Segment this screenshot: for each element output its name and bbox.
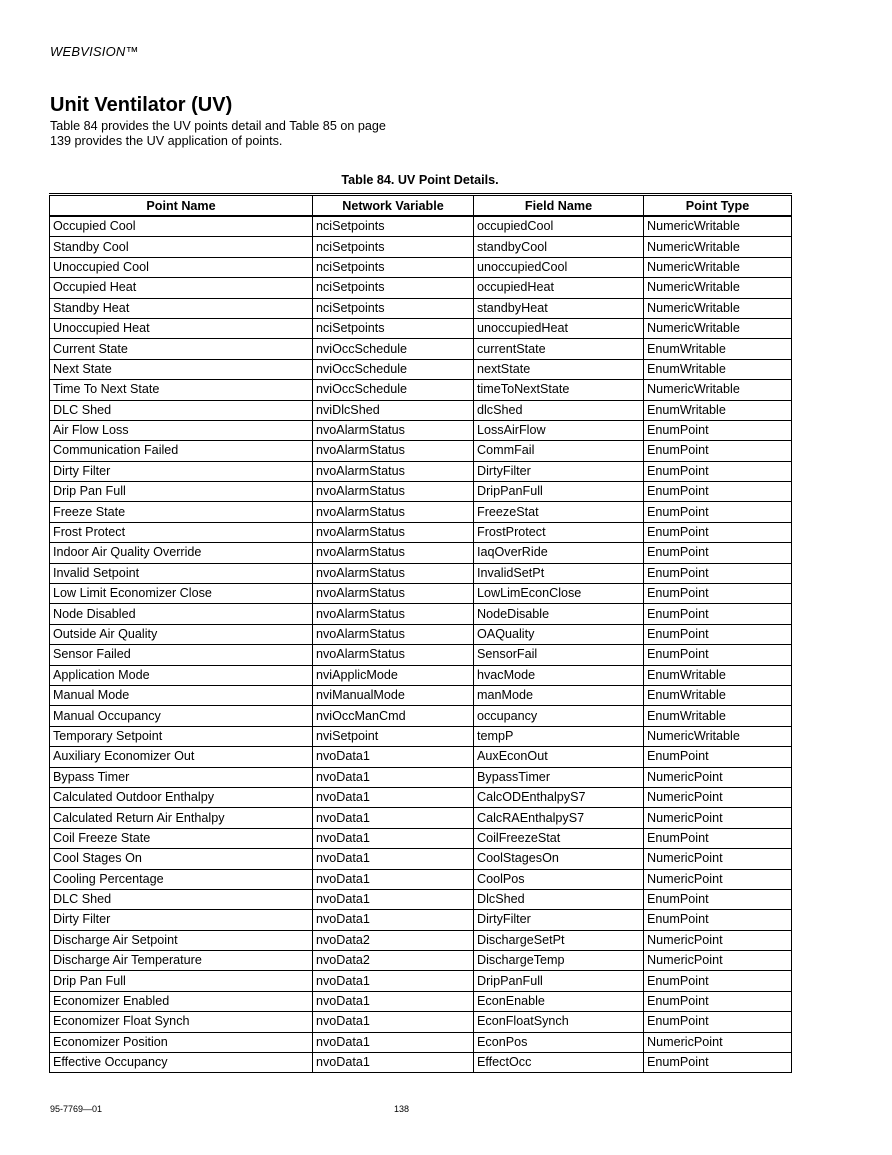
cell-network-variable: nviOccManCmd: [313, 706, 474, 726]
table-row: [50, 869, 792, 889]
cell-network-variable: nvoData1: [313, 889, 474, 909]
cell-network-variable: nvoData1: [313, 808, 474, 828]
table-row: [50, 747, 792, 767]
cell-field-name: CoolPos: [474, 869, 644, 889]
cell-network-variable: nvoData1: [313, 767, 474, 787]
cell-network-variable: nvoData1: [313, 787, 474, 807]
footer-page-number: 138: [394, 1104, 410, 1114]
table-row: [50, 1053, 792, 1073]
cell-point-type: NumericWritable: [644, 726, 792, 746]
cell-field-name: NodeDisable: [474, 604, 644, 624]
cell-point-name: Bypass Timer: [50, 767, 313, 787]
cell-field-name: IaqOverRide: [474, 543, 644, 563]
cell-network-variable: nvoAlarmStatus: [313, 461, 474, 481]
header-brand: WEBVISION™: [50, 44, 139, 59]
cell-point-name: Manual Occupancy: [50, 706, 313, 726]
cell-point-type: NumericPoint: [644, 869, 792, 889]
cell-point-type: NumericWritable: [644, 298, 792, 318]
cell-network-variable: nvoAlarmStatus: [313, 441, 474, 461]
cell-network-variable: nciSetpoints: [313, 216, 474, 237]
cell-point-type: EnumPoint: [644, 420, 792, 440]
cell-point-name: Unoccupied Heat: [50, 318, 313, 338]
cell-point-type: EnumPoint: [644, 461, 792, 481]
cell-field-name: CommFail: [474, 441, 644, 461]
cell-field-name: standbyHeat: [474, 298, 644, 318]
footer-doc-number: 95-7769—01: [50, 1104, 103, 1114]
cell-point-type: EnumPoint: [644, 971, 792, 991]
cell-point-name: Drip Pan Full: [50, 971, 313, 991]
cell-field-name: CoolStagesOn: [474, 849, 644, 869]
cell-field-name: DripPanFull: [474, 482, 644, 502]
cell-point-name: Occupied Cool: [50, 216, 313, 237]
table-row: [50, 359, 792, 379]
cell-point-name: DLC Shed: [50, 400, 313, 420]
table-row: [50, 665, 792, 685]
table-row: [50, 237, 792, 257]
cell-point-name: Economizer Float Synch: [50, 1012, 313, 1032]
cell-field-name: BypassTimer: [474, 767, 644, 787]
table-row: [50, 482, 792, 502]
column-header-network-variable: Network Variable: [313, 195, 474, 217]
cell-point-type: EnumPoint: [644, 584, 792, 604]
cell-field-name: tempP: [474, 726, 644, 746]
cell-point-type: EnumPoint: [644, 482, 792, 502]
cell-network-variable: nciSetpoints: [313, 237, 474, 257]
table-row: [50, 380, 792, 400]
cell-point-type: NumericPoint: [644, 849, 792, 869]
table-row: [50, 726, 792, 746]
cell-point-type: NumericPoint: [644, 930, 792, 950]
cell-network-variable: nvoAlarmStatus: [313, 604, 474, 624]
cell-point-name: Application Mode: [50, 665, 313, 685]
cell-point-type: NumericWritable: [644, 257, 792, 277]
cell-point-type: EnumPoint: [644, 522, 792, 542]
table-header: [50, 195, 792, 217]
cell-field-name: EconPos: [474, 1032, 644, 1052]
page-title: Unit Ventilator (UV): [50, 94, 233, 116]
cell-point-name: Discharge Air Temperature: [50, 951, 313, 971]
uv-point-details-table: [49, 193, 792, 1073]
cell-point-type: EnumPoint: [644, 502, 792, 522]
cell-point-name: Unoccupied Cool: [50, 257, 313, 277]
cell-network-variable: nviManualMode: [313, 685, 474, 705]
cell-field-name: manMode: [474, 685, 644, 705]
cell-point-name: Node Disabled: [50, 604, 313, 624]
cell-point-name: Standby Cool: [50, 237, 313, 257]
cell-network-variable: nviOccSchedule: [313, 339, 474, 359]
table-row: [50, 298, 792, 318]
cell-point-type: EnumPoint: [644, 543, 792, 563]
cell-point-name: Invalid Setpoint: [50, 563, 313, 583]
table-row: [50, 584, 792, 604]
cell-network-variable: nvoAlarmStatus: [313, 502, 474, 522]
cell-field-name: DripPanFull: [474, 971, 644, 991]
cell-network-variable: nvoAlarmStatus: [313, 522, 474, 542]
cell-point-name: Dirty Filter: [50, 461, 313, 481]
cell-point-name: Sensor Failed: [50, 645, 313, 665]
cell-field-name: InvalidSetPt: [474, 563, 644, 583]
table-row: [50, 257, 792, 277]
cell-network-variable: nvoAlarmStatus: [313, 584, 474, 604]
cell-point-name: Outside Air Quality: [50, 624, 313, 644]
table-row: [50, 339, 792, 359]
cell-point-name: Low Limit Economizer Close: [50, 584, 313, 604]
cell-point-name: Calculated Outdoor Enthalpy: [50, 787, 313, 807]
cell-network-variable: nvoData2: [313, 951, 474, 971]
cell-network-variable: nvoData1: [313, 910, 474, 930]
table-body: [50, 216, 792, 1073]
table-row: [50, 318, 792, 338]
cell-point-name: Cooling Percentage: [50, 869, 313, 889]
cell-network-variable: nvoAlarmStatus: [313, 563, 474, 583]
table-row: [50, 624, 792, 644]
cell-network-variable: nvoData1: [313, 1032, 474, 1052]
cell-network-variable: nvoData1: [313, 747, 474, 767]
cell-network-variable: nciSetpoints: [313, 318, 474, 338]
cell-field-name: DirtyFilter: [474, 910, 644, 930]
cell-field-name: DirtyFilter: [474, 461, 644, 481]
cell-field-name: AuxEconOut: [474, 747, 644, 767]
cell-point-type: EnumPoint: [644, 645, 792, 665]
cell-field-name: unoccupiedCool: [474, 257, 644, 277]
cell-field-name: LowLimEconClose: [474, 584, 644, 604]
cell-field-name: FreezeStat: [474, 502, 644, 522]
cell-network-variable: nciSetpoints: [313, 257, 474, 277]
cell-network-variable: nvoData1: [313, 1053, 474, 1073]
cell-field-name: DischargeSetPt: [474, 930, 644, 950]
cell-point-type: NumericWritable: [644, 278, 792, 298]
cell-point-name: Standby Heat: [50, 298, 313, 318]
cell-point-type: NumericPoint: [644, 787, 792, 807]
cell-point-type: EnumWritable: [644, 706, 792, 726]
cell-point-type: EnumWritable: [644, 685, 792, 705]
cell-field-name: CoilFreezeStat: [474, 828, 644, 848]
cell-network-variable: nvoAlarmStatus: [313, 482, 474, 502]
cell-point-type: EnumPoint: [644, 889, 792, 909]
table-row: [50, 1012, 792, 1032]
cell-point-type: EnumPoint: [644, 624, 792, 644]
cell-point-type: EnumPoint: [644, 910, 792, 930]
cell-point-name: Indoor Air Quality Override: [50, 543, 313, 563]
cell-field-name: DlcShed: [474, 889, 644, 909]
cell-field-name: currentState: [474, 339, 644, 359]
cell-point-name: Frost Protect: [50, 522, 313, 542]
cell-network-variable: nviOccSchedule: [313, 359, 474, 379]
table-row: [50, 787, 792, 807]
cell-point-name: Economizer Position: [50, 1032, 313, 1052]
table-row: [50, 767, 792, 787]
cell-field-name: unoccupiedHeat: [474, 318, 644, 338]
cell-point-type: EnumWritable: [644, 359, 792, 379]
cell-field-name: CalcRAEnthalpyS7: [474, 808, 644, 828]
table-row: [50, 706, 792, 726]
cell-field-name: timeToNextState: [474, 380, 644, 400]
cell-network-variable: nvoAlarmStatus: [313, 624, 474, 644]
cell-point-type: EnumPoint: [644, 563, 792, 583]
cell-point-type: EnumPoint: [644, 604, 792, 624]
cell-network-variable: nvoData2: [313, 930, 474, 950]
table-row: [50, 971, 792, 991]
table-row: [50, 889, 792, 909]
cell-field-name: EconEnable: [474, 991, 644, 1011]
cell-field-name: FrostProtect: [474, 522, 644, 542]
cell-point-type: NumericPoint: [644, 808, 792, 828]
table-row: [50, 910, 792, 930]
cell-network-variable: nvoData1: [313, 991, 474, 1011]
table-row: [50, 849, 792, 869]
table-caption: Table 84. UV Point Details.: [341, 173, 499, 187]
cell-network-variable: nciSetpoints: [313, 298, 474, 318]
cell-network-variable: nvoData1: [313, 869, 474, 889]
cell-point-type: NumericPoint: [644, 951, 792, 971]
cell-network-variable: nciSetpoints: [313, 278, 474, 298]
cell-field-name: LossAirFlow: [474, 420, 644, 440]
column-header-field-name: Field Name: [474, 195, 644, 217]
cell-point-type: EnumPoint: [644, 1053, 792, 1073]
table-row: [50, 502, 792, 522]
cell-point-type: NumericWritable: [644, 237, 792, 257]
cell-field-name: EffectOcc: [474, 1053, 644, 1073]
cell-network-variable: nviSetpoint: [313, 726, 474, 746]
cell-network-variable: nvoData1: [313, 971, 474, 991]
cell-point-type: EnumPoint: [644, 441, 792, 461]
table-header-row: [50, 195, 792, 217]
table-row: [50, 563, 792, 583]
cell-field-name: occupiedCool: [474, 216, 644, 237]
table-row: [50, 522, 792, 542]
cell-point-name: Air Flow Loss: [50, 420, 313, 440]
cell-point-type: EnumPoint: [644, 991, 792, 1011]
cell-point-name: Discharge Air Setpoint: [50, 930, 313, 950]
cell-field-name: hvacMode: [474, 665, 644, 685]
cell-point-type: NumericWritable: [644, 216, 792, 237]
cell-point-type: NumericPoint: [644, 767, 792, 787]
cell-field-name: nextState: [474, 359, 644, 379]
table-row: [50, 278, 792, 298]
cell-point-type: EnumPoint: [644, 747, 792, 767]
cell-network-variable: nvoAlarmStatus: [313, 645, 474, 665]
table-row: [50, 808, 792, 828]
cell-point-name: Drip Pan Full: [50, 482, 313, 502]
cell-network-variable: nvoData1: [313, 1012, 474, 1032]
cell-point-name: Temporary Setpoint: [50, 726, 313, 746]
cell-point-name: Economizer Enabled: [50, 991, 313, 1011]
cell-field-name: EconFloatSynch: [474, 1012, 644, 1032]
cell-network-variable: nvoData1: [313, 828, 474, 848]
cell-point-name: Communication Failed: [50, 441, 313, 461]
table-row: [50, 400, 792, 420]
cell-network-variable: nviDlcShed: [313, 400, 474, 420]
cell-point-name: Coil Freeze State: [50, 828, 313, 848]
cell-point-type: NumericPoint: [644, 1032, 792, 1052]
cell-point-type: EnumWritable: [644, 400, 792, 420]
cell-field-name: CalcODEnthalpyS7: [474, 787, 644, 807]
cell-point-type: NumericWritable: [644, 318, 792, 338]
table-row: [50, 543, 792, 563]
cell-point-name: Auxiliary Economizer Out: [50, 747, 313, 767]
cell-point-name: Dirty Filter: [50, 910, 313, 930]
column-header-point-type: Point Type: [644, 195, 792, 217]
intro-paragraph: Table 84 provides the UV points detail and Table 85 on page 139 provides the UV application of points.: [50, 119, 386, 148]
cell-network-variable: nvoAlarmStatus: [313, 543, 474, 563]
cell-point-type: NumericWritable: [644, 380, 792, 400]
table-row: [50, 991, 792, 1011]
cell-network-variable: nviOccSchedule: [313, 380, 474, 400]
table-row: [50, 1032, 792, 1052]
cell-field-name: dlcShed: [474, 400, 644, 420]
cell-point-name: Time To Next State: [50, 380, 313, 400]
table-row: [50, 828, 792, 848]
cell-point-name: Freeze State: [50, 502, 313, 522]
cell-network-variable: nvoData1: [313, 849, 474, 869]
cell-point-type: EnumWritable: [644, 665, 792, 685]
cell-point-type: EnumPoint: [644, 1012, 792, 1032]
cell-point-type: EnumWritable: [644, 339, 792, 359]
cell-point-name: Cool Stages On: [50, 849, 313, 869]
cell-point-name: Manual Mode: [50, 685, 313, 705]
table-row: [50, 930, 792, 950]
cell-point-type: EnumPoint: [644, 828, 792, 848]
table-row: [50, 461, 792, 481]
cell-field-name: occupancy: [474, 706, 644, 726]
table-row: [50, 604, 792, 624]
cell-field-name: DischargeTemp: [474, 951, 644, 971]
cell-point-name: Current State: [50, 339, 313, 359]
table-row: [50, 216, 792, 237]
cell-field-name: occupiedHeat: [474, 278, 644, 298]
table-row: [50, 645, 792, 665]
table-row: [50, 441, 792, 461]
table-row: [50, 685, 792, 705]
cell-field-name: SensorFail: [474, 645, 644, 665]
column-header-point-name: Point Name: [50, 195, 313, 217]
cell-point-name: Calculated Return Air Enthalpy: [50, 808, 313, 828]
table-row: [50, 951, 792, 971]
cell-network-variable: nviApplicMode: [313, 665, 474, 685]
table-row: [50, 420, 792, 440]
cell-point-name: Next State: [50, 359, 313, 379]
cell-point-name: Occupied Heat: [50, 278, 313, 298]
cell-field-name: OAQuality: [474, 624, 644, 644]
cell-point-name: DLC Shed: [50, 889, 313, 909]
cell-point-name: Effective Occupancy: [50, 1053, 313, 1073]
cell-network-variable: nvoAlarmStatus: [313, 420, 474, 440]
cell-field-name: standbyCool: [474, 237, 644, 257]
